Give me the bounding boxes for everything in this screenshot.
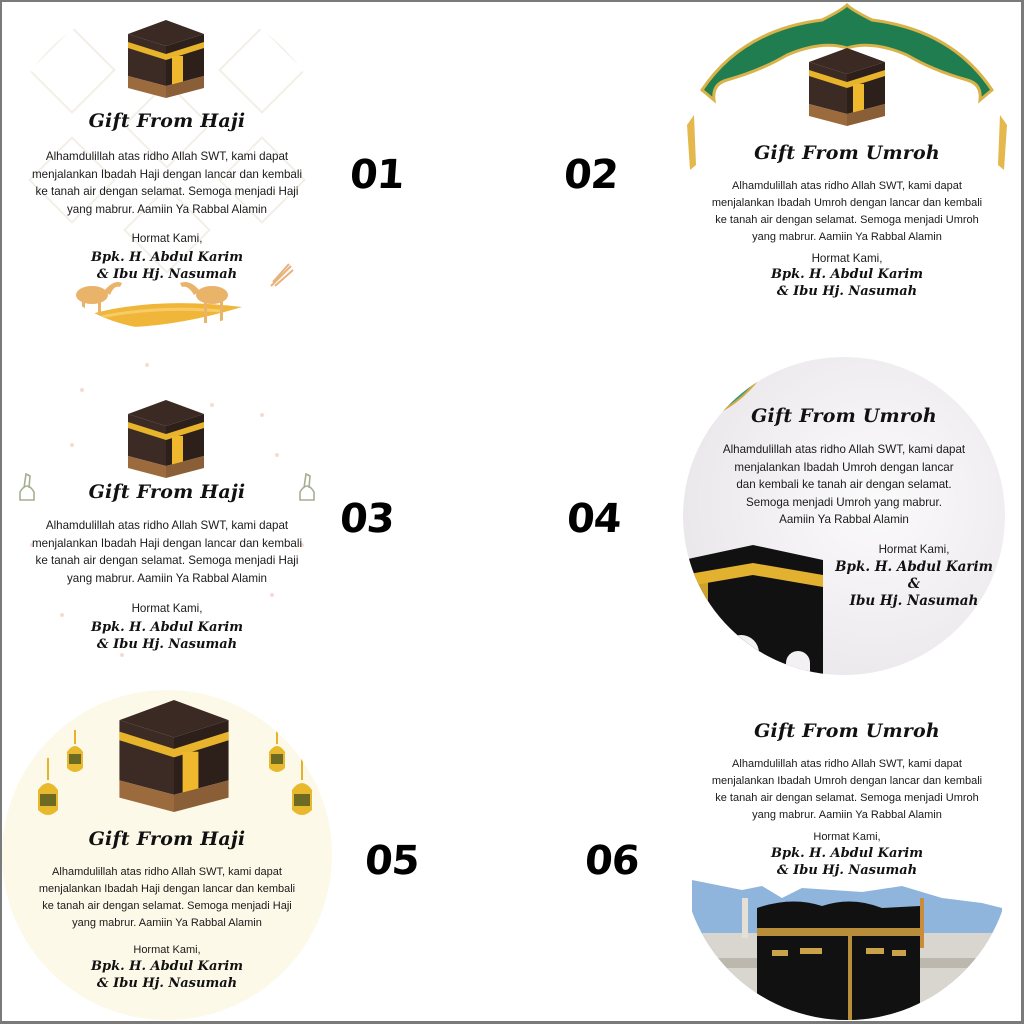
sticker-message (12, 517, 322, 587)
message-line: menjalankan Ibadah Haji dengan lancar dan kembali (31, 167, 303, 181)
sender-name-1: Bpk. H. Abdul Karim (91, 620, 243, 635)
sender-names (2, 619, 332, 653)
message-line: ke tanah air dengan selamat. Semoga menjadi Haji (35, 554, 299, 567)
sender-name-2: & Ibu Hj. Nasumah (96, 976, 238, 991)
message-line: ke tanah air dengan selamat. Semoga menjadi Umroh (715, 792, 979, 804)
sticker-02 (682, 0, 1012, 330)
kaaba-photo (682, 878, 1012, 1020)
design-number-02: 02 (562, 152, 620, 198)
kaaba-icon (809, 48, 885, 126)
message-line: Semoga menjadi Umroh yang mabrur. (746, 495, 942, 509)
sender-names (682, 266, 1012, 300)
sticker-title: Gift From Haji (88, 828, 246, 850)
sender-names (823, 559, 1005, 610)
sticker-04 (683, 357, 1005, 675)
regards-text: Hormat Kami, (133, 944, 201, 956)
design-number-01: 01 (348, 152, 406, 198)
sender-name-1: Bpk. H. Abdul Karim (771, 267, 923, 282)
sender-name-2: & Ibu Hj. Nasumah (776, 284, 918, 299)
sticker-message (692, 178, 1002, 246)
sender-name-2: Ibu Hj. Nasumah (849, 593, 979, 609)
message-line: yang mabrur. Aamiin Ya Rabbal Alamin (67, 202, 267, 216)
hanging-lantern-icon (288, 758, 316, 830)
message-line: ke tanah air dengan selamat. Semoga menjadi Umroh (715, 214, 979, 226)
sender-names (682, 845, 1012, 879)
message-line: yang mabrur. Aamiin Ya Rabbal Alamin (67, 571, 267, 585)
message-line: yang mabrur. Aamiin Ya Rabbal Alamin (72, 917, 262, 929)
message-line: menjalankan Ibadah Umroh dengan lancar (734, 460, 954, 474)
sender-name-1: Bpk. H. Abdul Karim (91, 959, 243, 974)
kaaba-icon (119, 700, 229, 812)
sender-name-2: & Ibu Hj. Nasumah (96, 637, 238, 652)
message-line: Alhamdulillah atas ridho Allah SWT, kami dapat (45, 150, 289, 163)
message-line: ke tanah air dengan selamat. Semoga menjadi Haji (42, 900, 292, 912)
message-line: dan kembali ke tanah air dengan selamat. (736, 478, 952, 491)
sticker-05 (2, 690, 332, 1020)
message-line: menjalankan Ibadah Haji dengan lancar dan kembali (31, 536, 303, 550)
design-number-04: 04 (565, 496, 623, 542)
hanging-lantern-icon (266, 730, 288, 780)
message-line: Alhamdulillah atas ridho Allah SWT, kami dapat (52, 866, 282, 878)
message-line: Alhamdulillah atas ridho Allah SWT, kami dapat (722, 443, 966, 456)
design-number-06: 06 (583, 838, 641, 884)
message-line: menjalankan Ibadah Umroh dengan lancar dan kembali (711, 775, 983, 787)
sticker-message (693, 441, 995, 529)
design-number-05: 05 (363, 838, 421, 884)
sticker-message (12, 864, 322, 932)
sticker-message (12, 148, 322, 218)
hanging-lantern-icon (64, 730, 86, 780)
message-line: yang mabrur. Aamiin Ya Rabbal Alamin (752, 231, 942, 243)
sender-name-2: & Ibu Hj. Nasumah (96, 267, 238, 282)
message-line: menjalankan Ibadah Umroh dengan lancar dan kembali (711, 197, 983, 209)
sticker-01 (2, 0, 332, 330)
message-line: Aamiin Ya Rabbal Alamin (779, 513, 909, 526)
message-line: menjalankan Ibadah Haji dengan lancar dan kembali (38, 883, 296, 895)
kaaba-icon (128, 400, 204, 478)
ampersand: & (907, 576, 921, 592)
message-line: ke tanah air dengan selamat. Semoga menjadi Haji (35, 185, 299, 198)
sticker-title: Gift From Haji (88, 110, 246, 132)
sticker-title: Gift From Haji (88, 481, 246, 503)
sender-name-2: & Ibu Hj. Nasumah (776, 863, 918, 878)
regards-text: Hormat Kami, (811, 252, 883, 265)
sticker-06 (682, 690, 1012, 1020)
message-line: Alhamdulillah atas ridho Allah SWT, kami dapat (732, 180, 962, 192)
sender-name-1: Bpk. H. Abdul Karim (771, 846, 923, 861)
regards-text: Hormat Kami, (131, 232, 203, 245)
sticker-title: Gift From Umroh (751, 405, 937, 427)
sticker-title: Gift From Umroh (754, 142, 940, 164)
sticker-message (692, 756, 1002, 824)
sender-name-1: Bpk. H. Abdul Karim (91, 250, 243, 265)
sender-names (2, 958, 332, 992)
message-line: Alhamdulillah atas ridho Allah SWT, kami dapat (732, 758, 962, 770)
sticker-03 (2, 345, 332, 675)
kaaba-icon (128, 20, 204, 98)
regards-text: Hormat Kami, (813, 831, 881, 843)
design-number-03: 03 (338, 496, 396, 542)
kaaba-silhouette (683, 545, 833, 675)
message-line: Alhamdulillah atas ridho Allah SWT, kami dapat (45, 519, 289, 532)
sender-name-1: Bpk. H. Abdul Karim (835, 559, 993, 575)
regards-text: Hormat Kami, (131, 602, 203, 615)
hanging-lantern-icon (34, 758, 62, 830)
sticker-title: Gift From Umroh (754, 720, 940, 742)
message-line: yang mabrur. Aamiin Ya Rabbal Alamin (752, 809, 942, 821)
regards-text: Hormat Kami, (878, 543, 950, 556)
palm-leaf-icon (267, 260, 297, 290)
camels-desert-illustration (62, 275, 282, 330)
